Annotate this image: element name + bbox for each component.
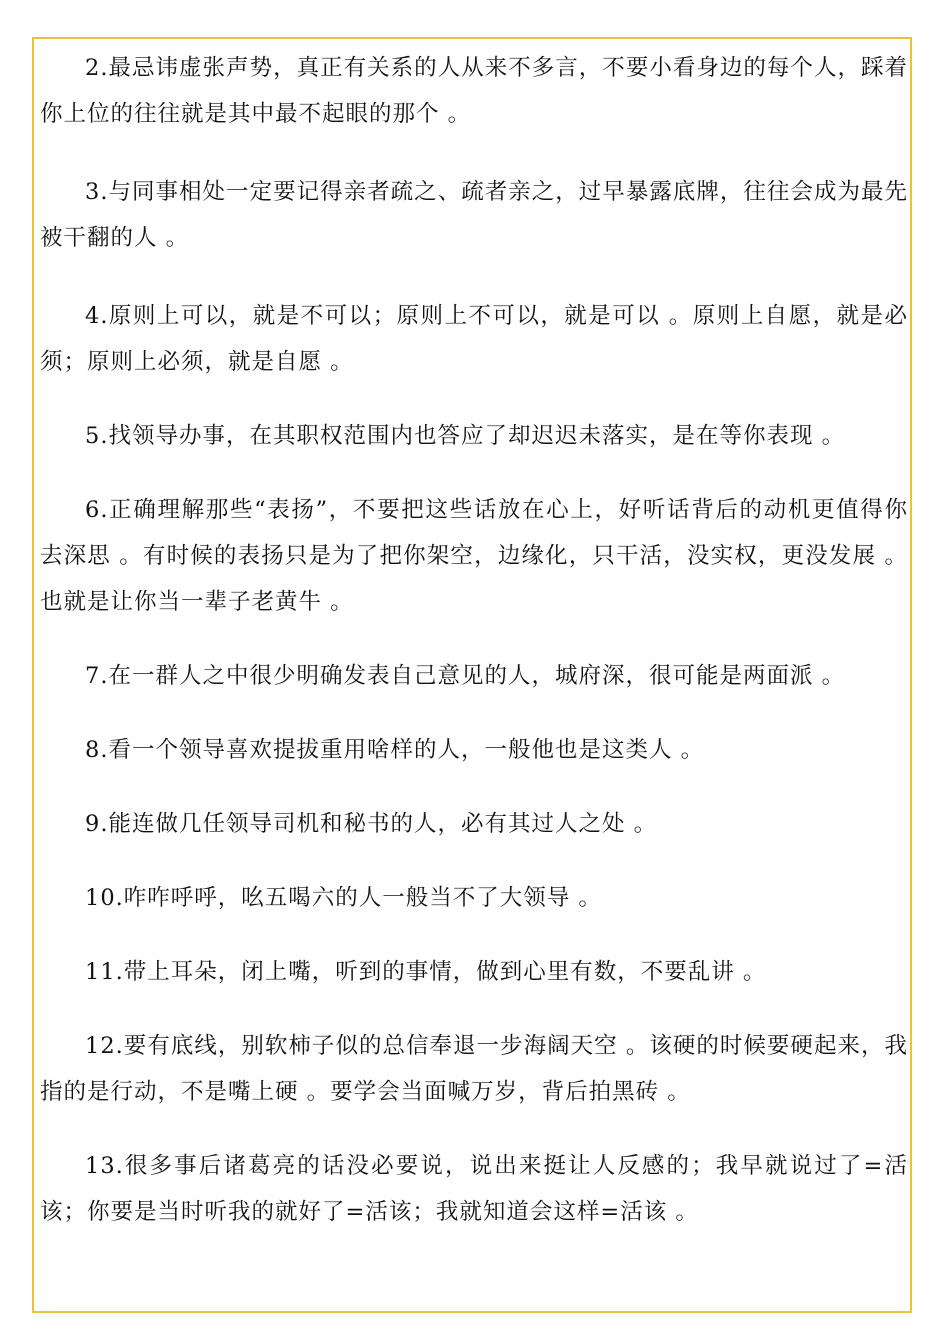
- paragraph-12: 12.要有底线，别软柿子似的总信奉退一步海阔天空 。该硬的时候要硬起来，我指的是行动，不是嘴上硬 。要学会当面喊万岁，背后拍黑砖 。: [40, 1033, 908, 1105]
- paragraph-9: 9.能连做几任领导司机和秘书的人，必有其过人之处 。: [85, 811, 658, 837]
- document-body: [40, 45, 908, 1235]
- paragraph-4: 4.原则上可以，就是不可以；原则上不可以，就是可以 。原则上自愿，就是必须；原则上必须，就是自愿 。: [40, 303, 908, 375]
- paragraph-6: 6.正确理解那些“表扬”，不要把这些话放在心上，好听话背后的动机更值得你去深思 。有时候的表扬只是为了把你架空，边缘化，只干活，没实权，更没发展 。也就是让你当一辈子老黄牛 。: [40, 497, 908, 615]
- paragraph-2: 2.最忌讳虚张声势，真正有关系的人从来不多言，不要小看身边的每个人，踩着你上位的往往就是其中最不起眼的那个 。: [40, 55, 908, 127]
- paragraph-8: 8.看一个领导喜欢提拔重用啥样的人，一般他也是这类人 。: [85, 737, 705, 763]
- paragraph-13: 13.很多事后诸葛亮的话没必要说，说出来挺让人反感的；我早就说过了=活该；你要是当时听我的就好了=活该；我就知道会这样=活该 。: [40, 1153, 908, 1225]
- paragraph-10: 10.咋咋呼呼，吆五喝六的人一般当不了大领导 。: [85, 885, 602, 911]
- paragraph-11: 11.带上耳朵，闭上嘴，听到的事情，做到心里有数，不要乱讲 。: [85, 959, 767, 985]
- paragraph-5: 5.找领导办事，在其职权范围内也答应了却迟迟未落实，是在等你表现 。: [85, 423, 846, 449]
- paragraph-7: 7.在一群人之中很少明确发表自己意见的人，城府深，很可能是两面派 。: [85, 663, 846, 689]
- paragraph-3: 3.与同事相处一定要记得亲者疏之、疏者亲之，过早暴露底牌，往往会成为最先被干翻的人 。: [40, 179, 908, 251]
